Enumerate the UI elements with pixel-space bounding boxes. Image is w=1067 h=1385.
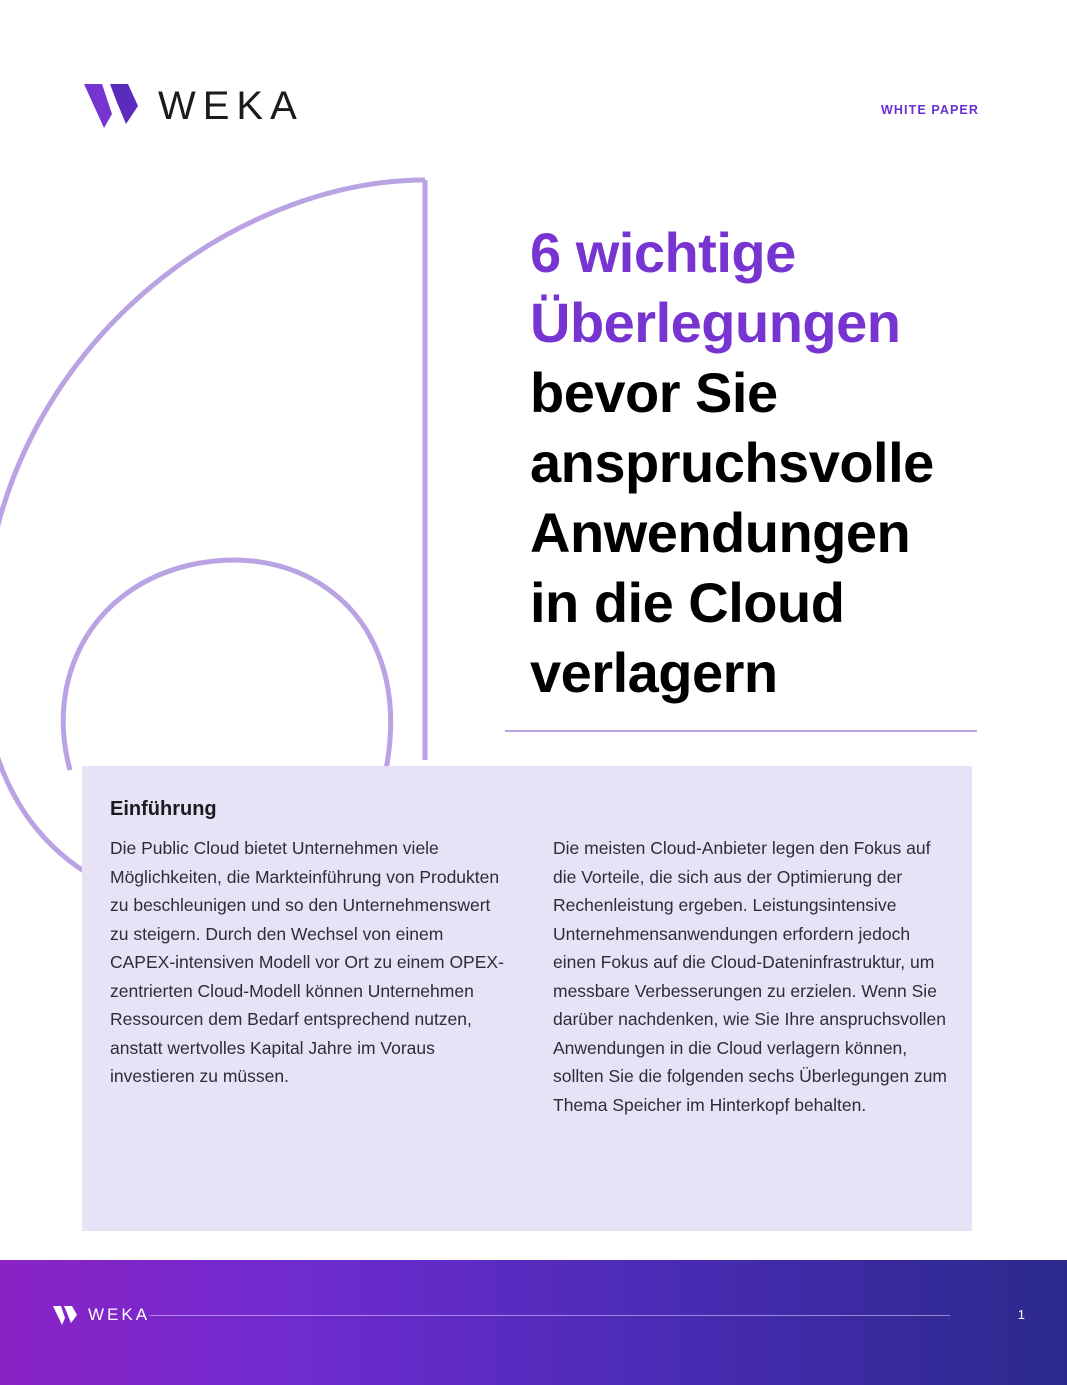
introduction-panel (82, 766, 972, 1231)
document-type-tag: WHITE PAPER (881, 103, 979, 117)
footer-divider (150, 1315, 950, 1316)
introduction-columns (110, 834, 952, 1119)
title-divider (505, 730, 977, 732)
footer-brand-logo (52, 1304, 150, 1326)
title-line-5: Anwendungen (530, 501, 911, 564)
introduction-paragraph-left: Die Public Cloud bietet Unternehmen viele Möglichkeiten, die Markteinführung von Produkten zu beschleunigen und so den Unternehmenswert zu steigern. Durch den Wechsel von einem CAPEX-intensiven Modell vor Ort zu einem OPEX-zentrierten Cloud-Modell können Unternehmen Ressourcen dem Bedarf entsprechend nutzen, anstatt wertvolles Kapital Jahre im Voraus investieren zu müssen. (110, 838, 504, 1086)
title-line-2: Überlegungen (530, 291, 901, 354)
title-line-1: 6 wichtige (530, 221, 796, 284)
title-line-3: bevor Sie (530, 361, 778, 424)
title-line-7: verlagern (530, 641, 778, 704)
footer-brand-text: WEKA (88, 1305, 151, 1324)
title-line-4: anspruchsvolle (530, 431, 934, 494)
page-header (0, 0, 1067, 160)
brand-logo-text: WEKA (158, 83, 304, 128)
brand-logo (82, 80, 304, 132)
page-footer (0, 1260, 1067, 1385)
introduction-column-right (553, 834, 948, 1119)
page-title (530, 218, 1000, 708)
title-line-6: in die Cloud (530, 571, 845, 634)
weka-chevron-logo-icon (82, 80, 140, 132)
introduction-column-left (110, 834, 505, 1119)
page-number: 1 (1017, 1307, 1025, 1322)
introduction-paragraph-right: Die meisten Cloud-Anbieter legen den Fokus auf die Vorteile, die sich aus der Optimierung der Rechenleistung ergeben. Leistungsintensive Unternehmensanwendungen erfordern jedoch einen Fokus auf die Cloud-Dateninfrastruktur, um messbare Verbesserungen zu erzielen. Wenn Sie darüber nachdenken, wie Sie Ihre anspruchsvollen Anwendungen in die Cloud verlagern können, sollten Sie die folgenden sechs Überlegungen zum Thema Speicher im Hinterkopf behalten. (553, 838, 948, 1115)
weka-chevron-logo-icon-footer (52, 1304, 78, 1326)
introduction-heading: Einführung (110, 798, 217, 820)
